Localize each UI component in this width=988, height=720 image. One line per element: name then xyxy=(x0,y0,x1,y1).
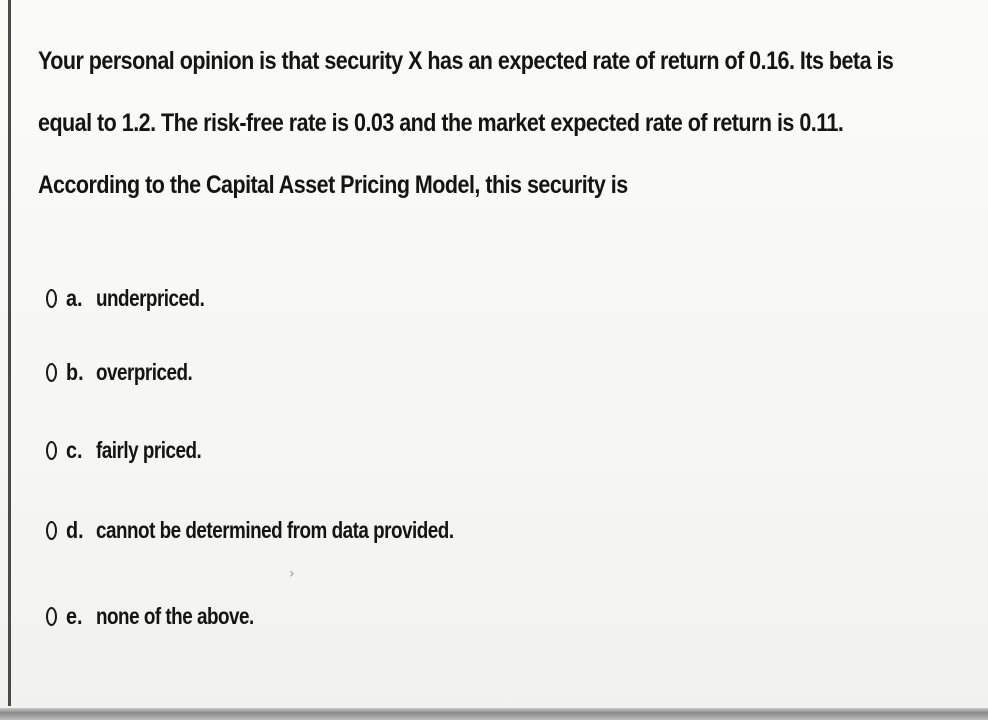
option-d[interactable] xyxy=(46,510,532,550)
option-b[interactable] xyxy=(46,352,213,392)
option-a[interactable] xyxy=(46,278,228,318)
option-letter-c: c. xyxy=(66,436,83,463)
question-line-1: Your personal opinion is that security X has an expected rate of return of 0.16. Its beta is xyxy=(38,47,894,75)
option-text-a: underpriced. xyxy=(96,284,205,311)
option-c[interactable] xyxy=(46,430,224,470)
option-letter-e: e. xyxy=(66,602,83,629)
option-e[interactable] xyxy=(46,596,288,636)
option-text-e: none of the above. xyxy=(96,602,254,629)
radio-button-c[interactable] xyxy=(46,441,57,460)
bottom-edge xyxy=(0,708,988,720)
radio-button-d[interactable] xyxy=(46,521,57,540)
question-text xyxy=(38,30,894,216)
radio-button-b[interactable] xyxy=(46,363,57,382)
question-line-3: According to the Capital Asset Pricing Model, this security is xyxy=(38,171,628,199)
left-border-line xyxy=(8,0,11,706)
option-letter-b: b. xyxy=(66,358,84,385)
cursor-icon: › xyxy=(289,566,295,582)
radio-button-a[interactable] xyxy=(46,289,57,308)
option-text-c: fairly priced. xyxy=(96,436,202,463)
radio-button-e[interactable] xyxy=(46,607,57,626)
question-line-2: equal to 1.2. The risk-free rate is 0.03 and the market expected rate of return is 0.11. xyxy=(38,109,844,137)
option-letter-d: d. xyxy=(66,516,84,543)
option-text-d: cannot be determined from data provided. xyxy=(96,516,454,543)
option-letter-a: a. xyxy=(66,284,83,311)
option-text-b: overpriced. xyxy=(96,358,193,385)
